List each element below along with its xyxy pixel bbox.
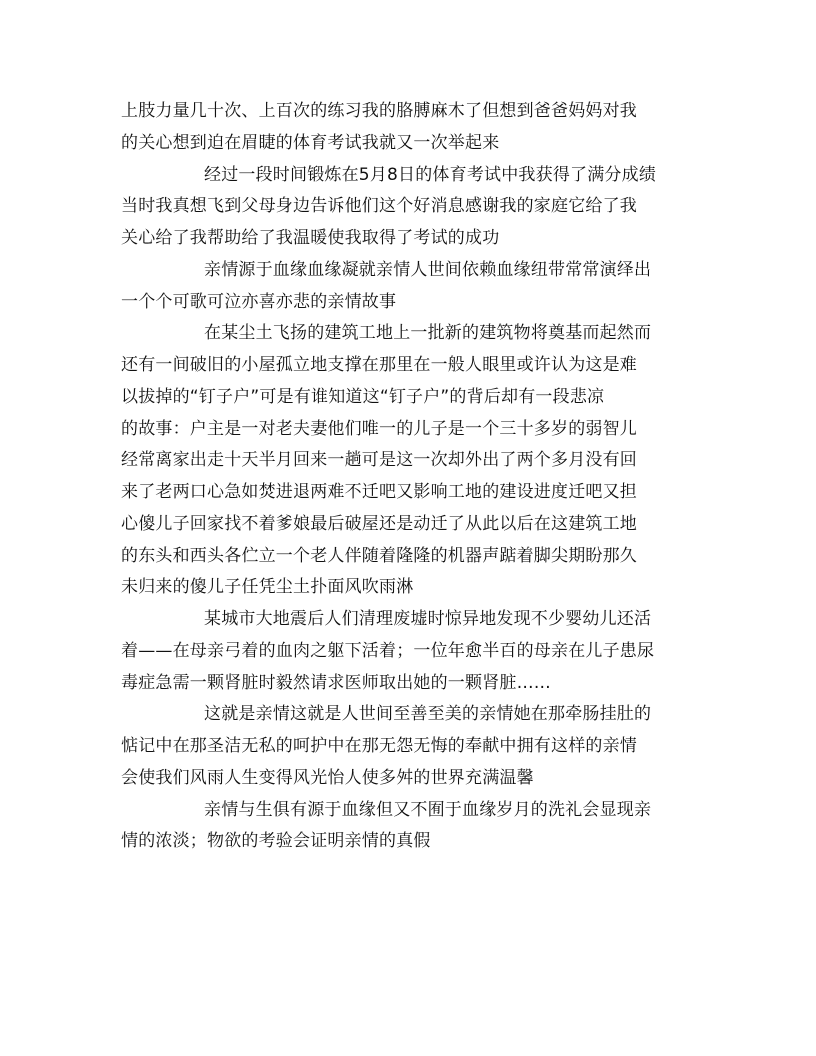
- text-line: 当时我真想飞到父母身边告诉他们这个好消息感谢我的家庭它给了我: [121, 196, 637, 217]
- text-line: 经常离家出走十天半月回来一趟可是这一次却外出了两个多月没有回: [121, 450, 637, 471]
- text-line: 上肢力量几十次、上百次的练习我的胳膊麻木了但想到爸爸妈妈对我: [121, 101, 637, 121]
- document-page: [121, 96, 701, 858]
- paragraph-start-line: 在某尘土飞扬的建筑工地上一批新的建筑物将奠基而起然而: [204, 323, 652, 344]
- text-line: 心傻儿子回家找不着爹娘最后破屋还是动迁了从此以后在这建筑工地: [121, 513, 637, 534]
- text-line: 还有一间破旧的小屋孤立地支撑在那里在一般人眼里或许认为这是难: [121, 355, 637, 375]
- text-line: 的东头和西头各伫立一个老人伴随着隆隆的机器声踮着脚尖期盼那久: [121, 545, 637, 566]
- text-line: 未归来的傻儿子任凭尘土扑面风吹雨淋: [121, 577, 414, 598]
- text-line: 毒症急需一颗肾脏时毅然请求医师取出她的一颗肾脏……: [121, 672, 551, 693]
- paragraph-start-line: 亲情源于血缘血缘凝就亲情人世间依赖血缘纽带常常演绎出: [204, 259, 652, 280]
- text-line: 的关心想到迫在眉睫的体育考试我就又一次举起来: [121, 132, 500, 153]
- text-line: 会使我们风雨人生变得风光怡人使多舛的世界充满温馨: [121, 767, 534, 788]
- text-line: 以拔掉的“钉子户”可是有谁知道这“钉子户”的背后却有一段悲凉: [121, 386, 605, 407]
- text-line: 的故事：户主是一对老夫妻他们唯一的儿子是一个三十多岁的弱智儿: [121, 418, 637, 439]
- text-line: 惦记中在那圣洁无私的呵护中在那无怨无悔的奉献中拥有这样的亲情: [121, 736, 637, 756]
- paragraph-start-line: 某城市大地震后人们清理废墟时惊异地发现不少婴幼儿还活: [204, 609, 652, 629]
- text-line: 关心给了我帮助给了我温暖使我取得了考试的成功: [121, 228, 500, 248]
- paragraph-start-line: 这就是亲情这就是人世间至善至美的亲情她在那牵肠挂肚的: [204, 704, 652, 725]
- text-line: 情的浓淡；物欲的考验会证明亲情的真假: [121, 831, 431, 852]
- text-line: 来了老两口心急如焚进退两难不迁吧又影响工地的建设进度迁吧又担: [121, 482, 637, 502]
- text-line: 着——在母亲弓着的血肉之躯下活着；一位年愈半百的母亲在儿子患尿: [121, 640, 655, 661]
- paragraph-start-line: 经过一段时间锻炼在5月8日的体育考试中我获得了满分成绩: [204, 164, 657, 185]
- text-line: 一个个可歌可泣亦喜亦悲的亲情故事: [121, 291, 397, 312]
- paragraph-start-line: 亲情与生俱有源于血缘但又不囿于血缘岁月的洗礼会显现亲: [204, 799, 652, 820]
